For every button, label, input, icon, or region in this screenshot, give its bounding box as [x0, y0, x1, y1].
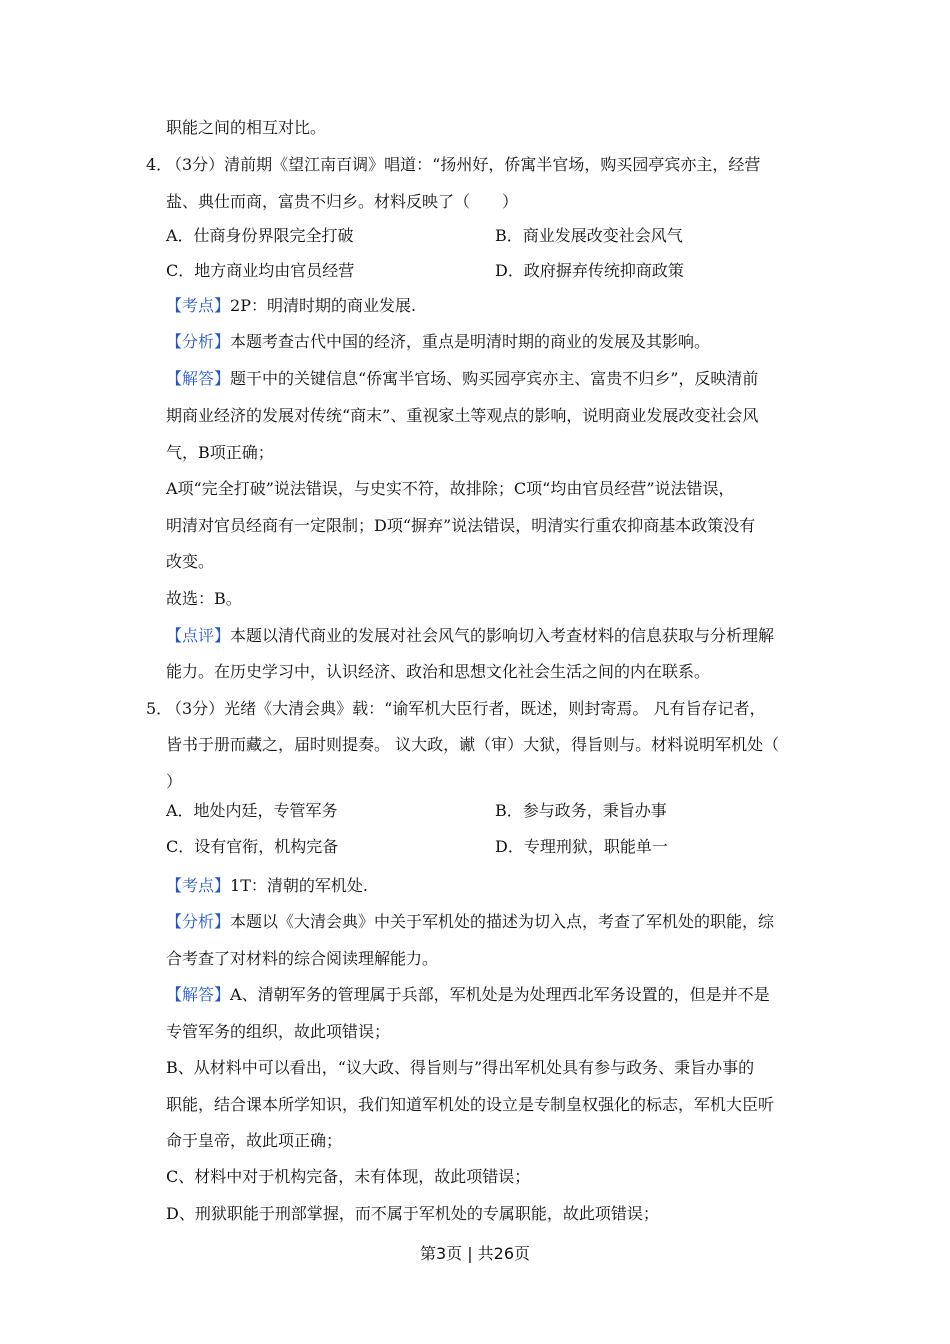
section-tag: 【考点】 — [166, 296, 231, 315]
line-text: 1T：清朝的军机处. — [230, 876, 368, 895]
text-line — [166, 1095, 774, 1115]
line-text: 2P：明清时期的商业发展. — [230, 296, 417, 315]
text-line — [166, 296, 416, 316]
line-text: 职能，结合课本所学知识，我们知道军机处的设立是专制皇权强化的标志，军机大臣听 — [166, 1095, 775, 1114]
text-line — [166, 699, 765, 719]
text-line — [166, 516, 755, 536]
line-text: 题干中的关键信息“侨寓半官场、购买园亭宾亦主、富贵不归乡”，反映清前 — [230, 369, 759, 388]
text-line — [166, 735, 779, 755]
section-tag: 【解答】 — [166, 985, 231, 1004]
text-line — [166, 1058, 754, 1078]
answer-option: B．参与政务，秉旨办事 — [495, 801, 667, 820]
text-line — [166, 443, 274, 463]
answer-option: A．仕商身份界限完全打破 — [166, 226, 354, 245]
section-tag: 【考点】 — [166, 876, 231, 895]
line-text: 明清对官员经商有一定限制；D项“摒弃”说法错误，明清实行重农抑商基本政策没有 — [166, 516, 756, 535]
line-text: 气，B项正确； — [166, 443, 274, 462]
line-text: 皆书于册而藏之，届时则提奏。 议大政，谳（审）大狱，得旨则与。材料说明军机处（ — [166, 735, 780, 754]
page-footer: 第3页 | 共26页 — [419, 1244, 531, 1263]
text-line — [166, 772, 182, 792]
text-line — [166, 912, 774, 932]
text-line — [166, 949, 438, 969]
line-text: ） — [166, 772, 183, 791]
line-text: 盐、典仕而商，富贵不归乡。材料反映了（ ） — [166, 192, 519, 211]
text-line — [166, 406, 758, 426]
line-text: 期商业经济的发展对传统“商末”、重视家土等观点的影响，说明商业发展改变社会风 — [166, 406, 759, 425]
line-text: 改变。 — [166, 552, 215, 571]
answer-option: C．地方商业均由官员经营 — [166, 261, 355, 280]
text-line — [166, 332, 710, 352]
text-line — [166, 876, 368, 896]
text-line — [166, 662, 710, 682]
text-line — [166, 369, 758, 389]
text-line — [166, 118, 326, 138]
text-line — [166, 1022, 390, 1042]
line-text: （3分）光绪《大清会典》载：“谕军机大臣行者，既述，则封寄焉。 凡有旨存记者， — [166, 699, 766, 718]
line-text: 能力。在历史学习中，认识经济、政治和思想文化社会生活之间的内在联系。 — [166, 662, 711, 681]
text-line — [166, 1167, 530, 1187]
line-text: C、材料中对于机构完备，未有体现，故此项错误； — [166, 1167, 531, 1186]
line-text: 职能之间的相互对比。 — [166, 118, 327, 137]
line-text: 合考查了对材料的综合阅读理解能力。 — [166, 949, 439, 968]
answer-option: B．商业发展改变社会风气 — [495, 226, 683, 245]
line-text: 命于皇帝，故此项正确； — [166, 1131, 343, 1150]
line-text: A、清朝军务的管理属于兵部，军机处是为处理西北军务设置的，但是并不是 — [230, 985, 770, 1004]
answer-option: C．设有官衔，机构完备 — [166, 837, 339, 856]
line-text: A项“完全打破”说法错误，与史实不符，故排除；C项“均由官员经营”说法错误， — [166, 479, 735, 498]
text-line — [166, 479, 735, 499]
text-line — [166, 589, 242, 609]
section-tag: 【解答】 — [166, 369, 231, 388]
text-line — [166, 626, 774, 646]
section-tag: 【分析】 — [166, 332, 231, 351]
answer-option: D．专理刑狱，职能单一 — [495, 837, 668, 856]
answer-option: A．地处内廷，专管军务 — [166, 801, 338, 820]
line-text: 本题以《大清会典》中关于军机处的描述为切入点，考查了军机处的职能，综 — [230, 912, 775, 931]
text-line — [166, 985, 770, 1005]
text-line — [166, 192, 518, 212]
section-tag: 【点评】 — [166, 626, 231, 645]
text-line — [166, 1131, 342, 1151]
line-text: 本题以清代商业的发展对社会风气的影响切入考查材料的信息获取与分析理解 — [230, 626, 775, 645]
line-text: 故选：B。 — [166, 589, 242, 608]
text-line — [166, 552, 214, 572]
section-tag: 【分析】 — [166, 912, 231, 931]
line-text: D、刑狱职能于刑部掌握，而不属于军机处的专属职能，故此项错误； — [166, 1204, 659, 1223]
question-number: 5． — [146, 699, 173, 718]
line-text: （3分）清前期《望江南百调》唱道：“扬州好，侨寓半官场，购买园亭宾亦主，经营 — [166, 155, 761, 174]
line-text: 专管军务的组织，故此项错误； — [166, 1022, 391, 1041]
text-line — [166, 155, 760, 175]
text-line — [166, 1204, 659, 1224]
question-number: 4． — [146, 155, 173, 174]
answer-option: D．政府摒弃传统抑商政策 — [495, 261, 684, 280]
line-text: 本题考查古代中国的经济，重点是明清时期的商业的发展及其影响。 — [230, 332, 711, 351]
line-text: B、从材料中可以看出，“议大政、得旨则与”得出军机处具有参与政务、秉旨办事的 — [166, 1058, 755, 1077]
